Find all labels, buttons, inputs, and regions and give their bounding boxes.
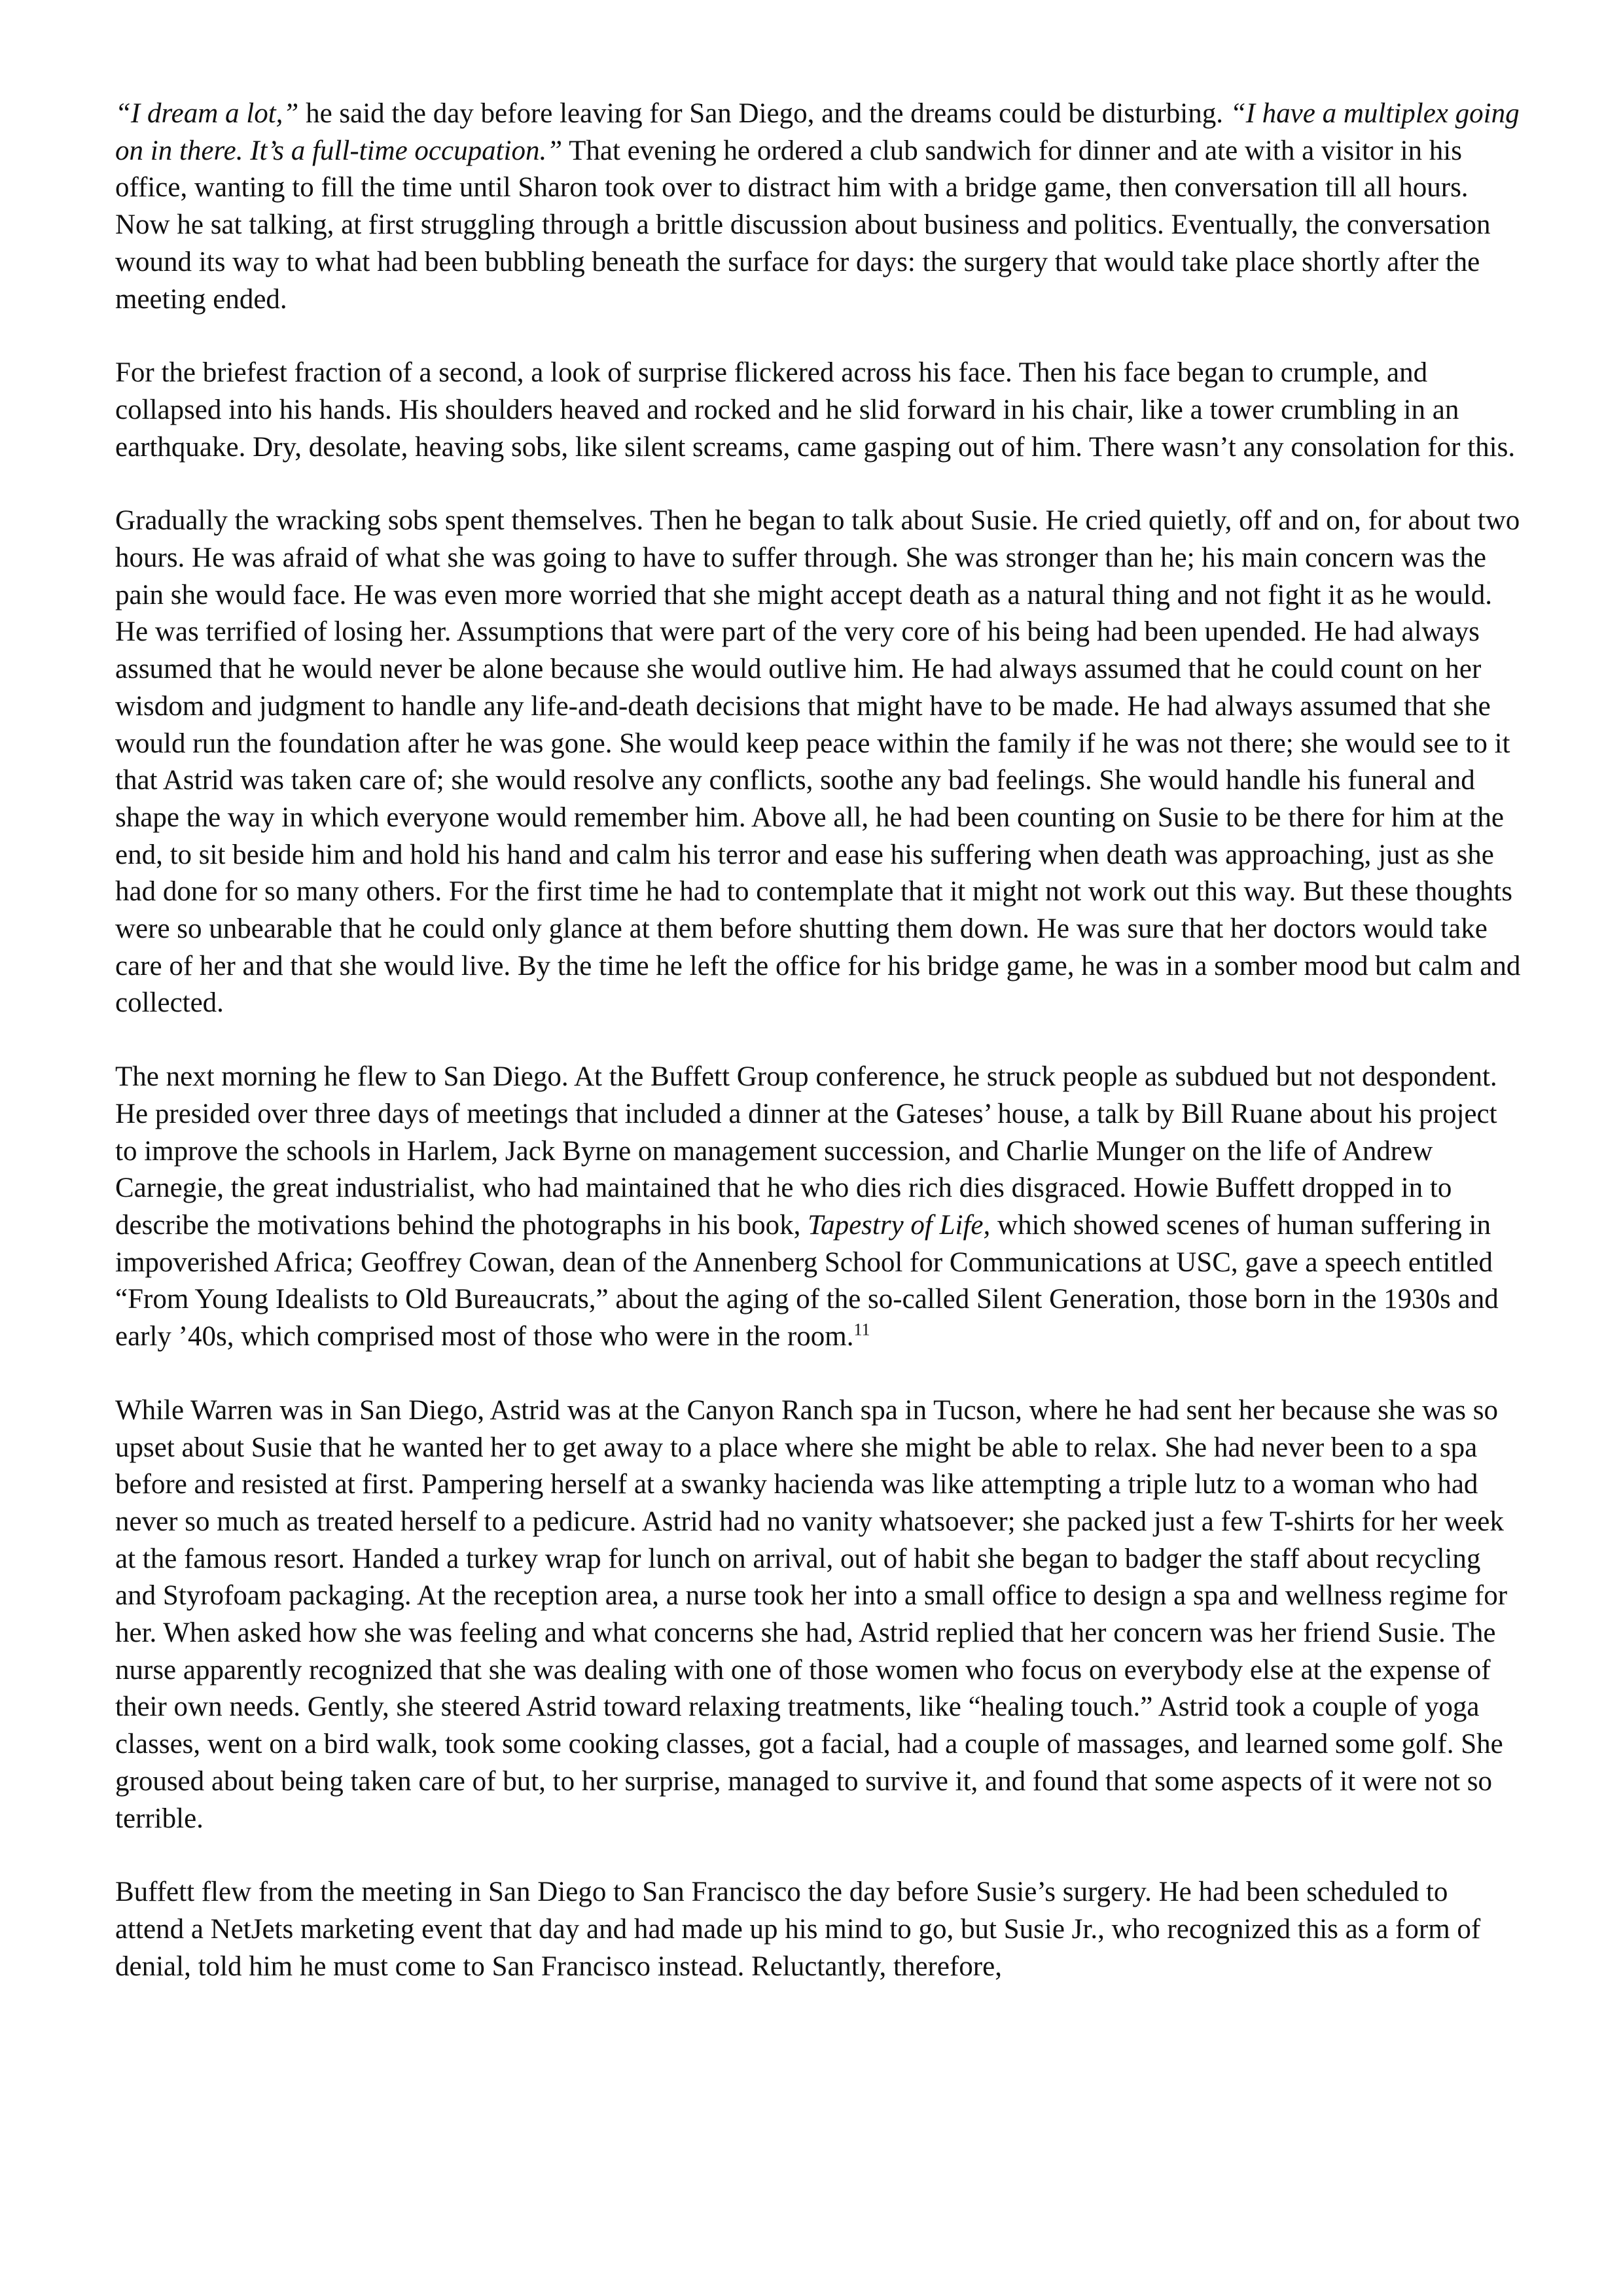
paragraph-3: Gradually the wracking sobs spent themselves. Then he began to talk about Susie. He cried quietly, off and on, for about two hours. He was afraid of what she was going to have to suffer through. She was stronger than he; his main concern was the pain she would face. He was even more worried that she might accept death as a natural thing and not fight it as he would. He was terrified of losing her. Assumptions that were part of the very core of his being had been upended. He had always assumed that he would never be alone because she would outlive him. He had always assumed that he could count on her wisdom and judgment to handle any life-and-death decisions that might have to be made. He had always assumed that she would run the foundation after he was gone. She would keep peace within the family if he was not there; she would see to it that Astrid was taken care of; she would resolve any conflicts, soothe any bad feelings. She would handle his funeral and shape the way in which everyone would remember him. Above all, he had been counting on Susie to be there for him at the end, to sit beside him and hold his hand and calm his terror and ease his suffering when death was approaching, just as she had done for so many others. For the first time he had to contemplate that it might not work out this way. But these thoughts were so unbearable that he could only glance at them before shutting them down. He was sure that her doctors would take care of her and that she would live. By the time he left the office for his bridge game, he was in a somber mood but calm and collected.	[115, 505, 1521, 1019]
paragraph-1	[115, 96, 1522, 318]
document-page	[115, 96, 1522, 1985]
book-title: Tapestry of Life,	[808, 1209, 991, 1241]
quote-dream: “I dream a lot,”	[115, 98, 299, 129]
paragraph-5: While Warren was in San Diego, Astrid was at the Canyon Ranch spa in Tucson, where he had sent her because she was so upset about Susie that he wanted her to get away to a place where she might be able to relax. She had never been to a spa before and resisted at first. Pampering herself at a swanky hacienda was like attempting a triple lutz to a woman who had never so much as treated herself to a pedicure. Astrid had no vanity whatsoever; she packed just a few T-shirts for her week at the famous resort. Handed a turkey wrap for lunch on arrival, out of habit she began to badger the staff about recycling and Styrofoam packaging. At the reception area, a nurse took her into a small office to design a spa and wellness regime for her. When asked how she was feeling and what concerns she had, Astrid replied that her concern was her friend Susie. The nurse apparently recognized that she was dealing with one of those women who focus on everybody else at the expense of their own needs. Gently, she steered Astrid toward relaxing treatments, like “healing touch.” Astrid took a couple of yoga classes, went on a bird walk, took some cooking classes, got a facial, had a couple of massages, and learned some golf. She groused about being taken care of but, to her surprise, managed to survive it, and found that some aspects of it were not so terrible.	[115, 1394, 1508, 1834]
paragraph-6: Buffett flew from the meeting in San Diego to San Francisco the day before Susie’s surgery. He had been scheduled to attend a NetJets marketing event that day and had made up his mind to go, but Susie Jr., who recognized this as a form of denial, told him he must come to San Francisco instead. Reluctantly, therefore,	[115, 1877, 1481, 1982]
paragraph-4	[115, 1059, 1522, 1356]
quote-multiplex: “I have a multiplex going on in there. It’s a full-time occupation.”	[115, 98, 1520, 166]
paragraph-1-text-a: he said the day before leaving for San Diego, and the dreams could be disturbing.	[298, 98, 1230, 129]
paragraph-4-text-a: The next morning he flew to San Diego. At the Buffett Group conference, he struck people as subdued but not despondent. He presided over three days of meetings that included a dinner at the Gateses’ house, a talk by Bill Ruane about his project to improve the schools in Harlem, Jack Byrne on management succession, and Charlie Munger on the life of Andrew Carnegie, the great industrialist, who had maintained that he who dies rich dies disgraced. Howie Buffett dropped in to describe the motivations behind the photographs in his book,	[115, 1061, 1497, 1241]
paragraph-4-text-b: which showed scenes of human suffering in impoverished Africa; Geoffrey Cowan, dean of the Annenberg School for Communications at USC, gave a speech entitled “From Young Idealists to Old Bureaucrats,” about the aging of the so-called Silent Generation, those born in the 1930s and early ’40s, which comprised most of those who were in the room.	[115, 1209, 1499, 1352]
paragraph-1-text-b: That evening he ordered a club sandwich for dinner and ate with a visitor in his office, wanting to fill the time until Sharon took over to distract him with a bridge game, then conversation till all hours. Now he sat talking, at first struggling through a brittle discussion about business and politics. Eventually, the conversation wound its way to what had been bubbling beneath the surface for days: the surgery that would take place shortly after the meeting ended.	[115, 135, 1491, 315]
paragraph-2: For the briefest fraction of a second, a look of surprise flickered across his face. Then his face began to crumple, and collapsed into his hands. His shoulders heaved and rocked and he slid forward in his chair, like a tower crumbling in an earthquake. Dry, desolate, heaving sobs, like silent screams, came gasping out of him. There wasn’t any consolation for this.	[115, 357, 1516, 463]
footnote-marker: 11	[853, 1320, 870, 1339]
